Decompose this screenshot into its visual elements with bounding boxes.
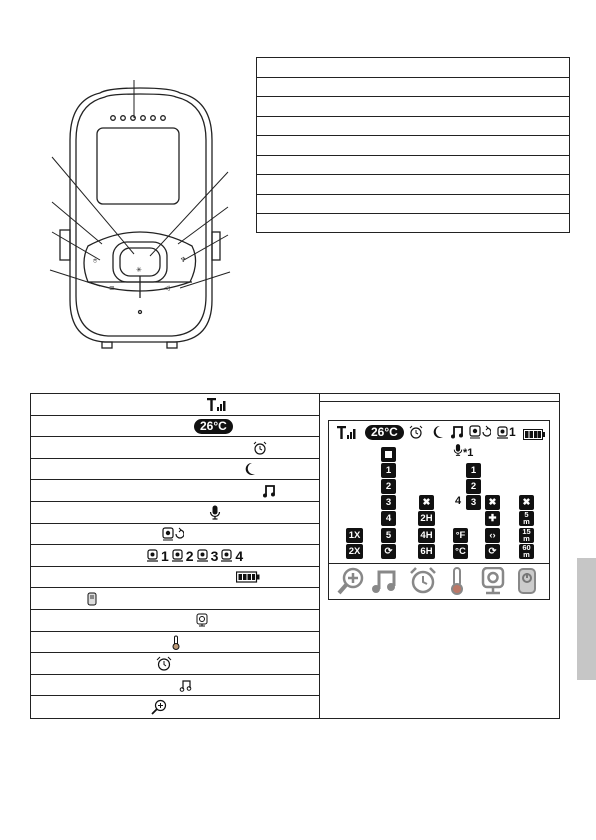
- zoom-in-icon: [151, 698, 167, 715]
- close-icon: ✖: [519, 495, 534, 510]
- thermometer-icon: [449, 567, 465, 600]
- camera-number-icon: [497, 425, 516, 439]
- table-divider: [320, 401, 559, 402]
- moon-icon: [244, 461, 256, 478]
- svg-text:◁: ◁: [164, 284, 170, 292]
- icon-row: [31, 394, 319, 416]
- legend-row: [257, 78, 569, 98]
- left-col-2: 2: [381, 479, 396, 494]
- unit-fahrenheit: °F: [453, 528, 468, 543]
- icon-row: [31, 480, 319, 502]
- legend-row: [257, 117, 569, 137]
- microphone-icon: [453, 443, 463, 462]
- camera-number-1: 1: [161, 547, 169, 564]
- camera-number-label: 1: [509, 425, 516, 439]
- battery-icon: [523, 427, 545, 445]
- plus-icon: ✚: [485, 511, 500, 526]
- close-icon: ✖: [485, 495, 500, 510]
- zoom-2x: 2X: [346, 544, 363, 559]
- refresh-icon: ⟳: [485, 544, 500, 559]
- icon-list: [31, 394, 320, 718]
- music-note-icon: [371, 568, 397, 599]
- alarm-clock-icon: [409, 567, 437, 600]
- legend-row: [257, 136, 569, 156]
- right-col-4: 4: [455, 495, 462, 507]
- icon-row: [31, 545, 319, 567]
- timer-6h: 6H: [418, 544, 435, 559]
- camera-scan-icon: [469, 425, 491, 444]
- legend-row: [257, 214, 569, 234]
- camera-number-2: 2: [185, 547, 194, 564]
- signal-strength-icon: [337, 426, 357, 445]
- svg-text:⌾: ⌾: [93, 257, 98, 265]
- minutes-60: 60 m: [519, 544, 534, 559]
- camera-scan-icon: [162, 526, 184, 543]
- mic-label: *1: [463, 447, 474, 459]
- icon-bar-divider: [329, 563, 549, 564]
- music-note-icon: [450, 425, 464, 444]
- music-note-icon: [262, 482, 276, 499]
- arrows-icon: ‹›: [485, 528, 500, 543]
- alarm-clock-icon: [409, 425, 423, 444]
- legend-row: [257, 175, 569, 195]
- left-col-3: 3: [381, 495, 396, 510]
- temperature-badge: 26°C: [365, 425, 404, 440]
- right-col-2: 2: [466, 479, 481, 494]
- screen-icons-panel: [328, 420, 550, 600]
- temperature-icon: [194, 418, 233, 435]
- left-col-4: 4: [381, 511, 396, 526]
- camera-number-4: 4: [235, 547, 244, 564]
- svg-text:♆: ♆: [180, 256, 187, 264]
- right-col-3: 3: [466, 495, 481, 510]
- left-col-1: 1: [381, 463, 396, 478]
- moon-icon: [432, 425, 444, 444]
- alarm-clock-icon: [156, 655, 172, 672]
- icon-row: [31, 459, 319, 481]
- icon-row: [31, 610, 319, 632]
- legend-row: [257, 195, 569, 215]
- icon-row: [31, 502, 319, 524]
- icon-row: [31, 588, 319, 610]
- legend-table: [256, 57, 570, 233]
- chapter-tab: [577, 558, 596, 680]
- zoom-1x: 1X: [346, 528, 363, 543]
- temperature-value: 26°C: [194, 419, 233, 434]
- icon-row: [31, 632, 319, 654]
- minutes-15: 15 m: [519, 528, 534, 543]
- camera-unit-icon: [196, 612, 208, 629]
- icon-row: [31, 437, 319, 459]
- icon-row: [31, 567, 319, 589]
- music-note-icon: [179, 677, 192, 694]
- svg-text:≡: ≡: [109, 284, 115, 292]
- stop-tile: [381, 447, 396, 462]
- timer-2h: 2H: [418, 511, 435, 526]
- baby-unit-icon: [87, 590, 97, 607]
- microphone-icon: [209, 504, 221, 521]
- thermometer-icon: [171, 634, 181, 651]
- icon-row: [31, 416, 319, 438]
- legend-row: [257, 58, 569, 78]
- icon-row: [31, 696, 319, 718]
- camera-number-icon: [147, 547, 243, 564]
- icon-row: [31, 653, 319, 675]
- icon-row: [31, 524, 319, 546]
- unit-celsius: °C: [453, 544, 468, 559]
- icon-row: [31, 675, 319, 697]
- camera-number-3: 3: [210, 547, 219, 564]
- timer-4h: 4H: [418, 528, 435, 543]
- svg-text:✳: ✳: [136, 266, 142, 274]
- zoom-in-icon: [337, 567, 365, 600]
- left-col-5: 5: [381, 528, 396, 543]
- minutes-5: 5 m: [519, 511, 534, 526]
- camera-unit-icon: [481, 567, 505, 600]
- signal-strength-icon: [207, 396, 227, 413]
- left-refresh-icon: ⟳: [381, 544, 396, 559]
- legend-row: [257, 156, 569, 176]
- right-col-1: 1: [466, 463, 481, 478]
- legend-row: [257, 97, 569, 117]
- baby-unit-icon: [517, 567, 537, 600]
- alarm-clock-icon: [253, 439, 267, 456]
- battery-icon: [236, 569, 260, 586]
- close-icon: ✖: [419, 495, 434, 510]
